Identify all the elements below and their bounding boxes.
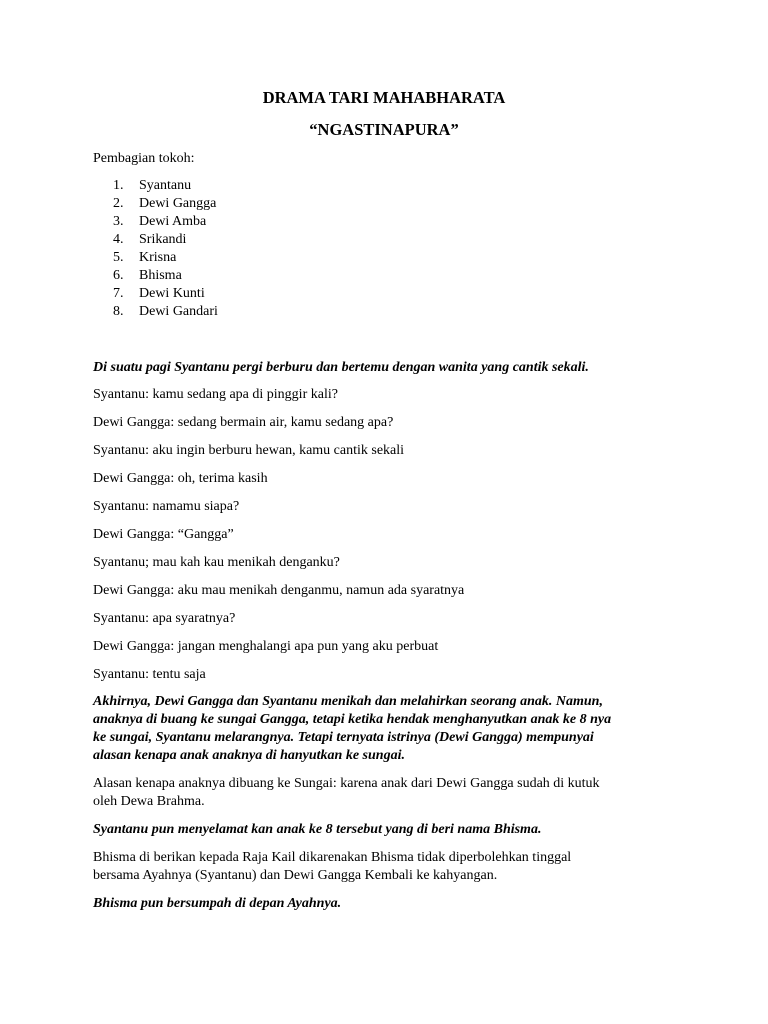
list-item: [93, 249, 218, 267]
reason-line: oleh Dewa Brahma.: [93, 794, 205, 809]
dialogue-line: Syantanu; mau kah kau menikah denganku?: [93, 555, 340, 570]
narration-line: anaknya di buang ke sungai Gangga, tetapi ketika hendak menghanyutkan anak ke 8 nya: [93, 712, 612, 727]
cast-name: Bhisma: [139, 268, 182, 283]
list-item: [93, 231, 218, 249]
cast-name: Dewi Gandari: [139, 304, 218, 319]
dialogue-line: Dewi Gangga: jangan menghalangi apa pun yang aku perbuat: [93, 639, 439, 654]
reason-line: Alasan kenapa anaknya dibuang ke Sungai: karena anak dari Dewi Gangga sudah di kutuk: [93, 776, 600, 791]
narration-line: ke sungai, Syantanu melarangnya. Tetapi ternyata istrinya (Dewi Gangga) mempunyai: [93, 730, 594, 745]
list-item: [93, 177, 218, 195]
dialogue-line: Dewi Gangga: sedang bermain air, kamu sedang apa?: [93, 415, 394, 430]
dialogue-line: Syantanu: kamu sedang apa di pinggir kali?: [93, 387, 338, 402]
list-item: [93, 195, 218, 213]
cast-name: Dewi Gangga: [139, 196, 217, 211]
document-subtitle: “NGASTINAPURA”: [309, 120, 459, 139]
narration-line: alasan kenapa anak anaknya di hanyutkan ke sungai.: [93, 748, 405, 763]
narration-paragraph: Di suatu pagi Syantanu pergi berburu dan bertemu dengan wanita yang cantik sekali.: [93, 360, 589, 375]
narration-line: Akhirnya, Dewi Gangga dan Syantanu menikah dan melahirkan seorang anak. Namun,: [93, 694, 603, 709]
cast-name: Dewi Amba: [139, 214, 207, 229]
list-number: 5.: [113, 250, 124, 265]
list-number: 1.: [113, 178, 124, 193]
document-title: DRAMA TARI MAHABHARATA: [262, 88, 506, 107]
list-number: 6.: [113, 268, 124, 283]
list-item: [93, 303, 218, 321]
cast-list: [93, 177, 218, 321]
list-item: [93, 213, 218, 231]
cast-name: Dewi Kunti: [139, 286, 205, 301]
list-number: 8.: [113, 304, 124, 319]
dialogue-line: Dewi Gangga: oh, terima kasih: [93, 471, 268, 486]
dialogue-line: Dewi Gangga: aku mau menikah denganmu, namun ada syaratnya: [93, 583, 465, 598]
bhisma-line: Bhisma di berikan kepada Raja Kail dikarenakan Bhisma tidak diperbolehkan tinggal: [93, 850, 572, 865]
list-number: 7.: [113, 286, 124, 301]
cast-name: Srikandi: [139, 232, 187, 247]
narration-paragraph: Bhisma pun bersumpah di depan Ayahnya.: [93, 896, 342, 911]
dialogue-line: Syantanu: tentu saja: [93, 667, 206, 682]
list-number: 3.: [113, 214, 124, 229]
narration-paragraph: Syantanu pun menyelamat kan anak ke 8 tersebut yang di beri nama Bhisma.: [93, 822, 542, 837]
dialogue-line: Dewi Gangga: “Gangga”: [93, 527, 234, 542]
list-number: 2.: [113, 196, 124, 211]
cast-heading: Pembagian tokoh:: [93, 151, 195, 166]
list-number: 4.: [113, 232, 124, 247]
bhisma-line: bersama Ayahnya (Syantanu) dan Dewi Gangga Kembali ke kahyangan.: [93, 868, 498, 883]
cast-name: Syantanu: [139, 178, 192, 193]
list-item: [93, 267, 218, 285]
dialogue-line: Syantanu: namamu siapa?: [93, 499, 240, 514]
cast-name: Krisna: [139, 250, 177, 265]
list-item: [93, 285, 218, 303]
dialogue-line: Syantanu: apa syaratnya?: [93, 611, 236, 626]
dialogue-line: Syantanu: aku ingin berburu hewan, kamu cantik sekali: [93, 443, 405, 458]
